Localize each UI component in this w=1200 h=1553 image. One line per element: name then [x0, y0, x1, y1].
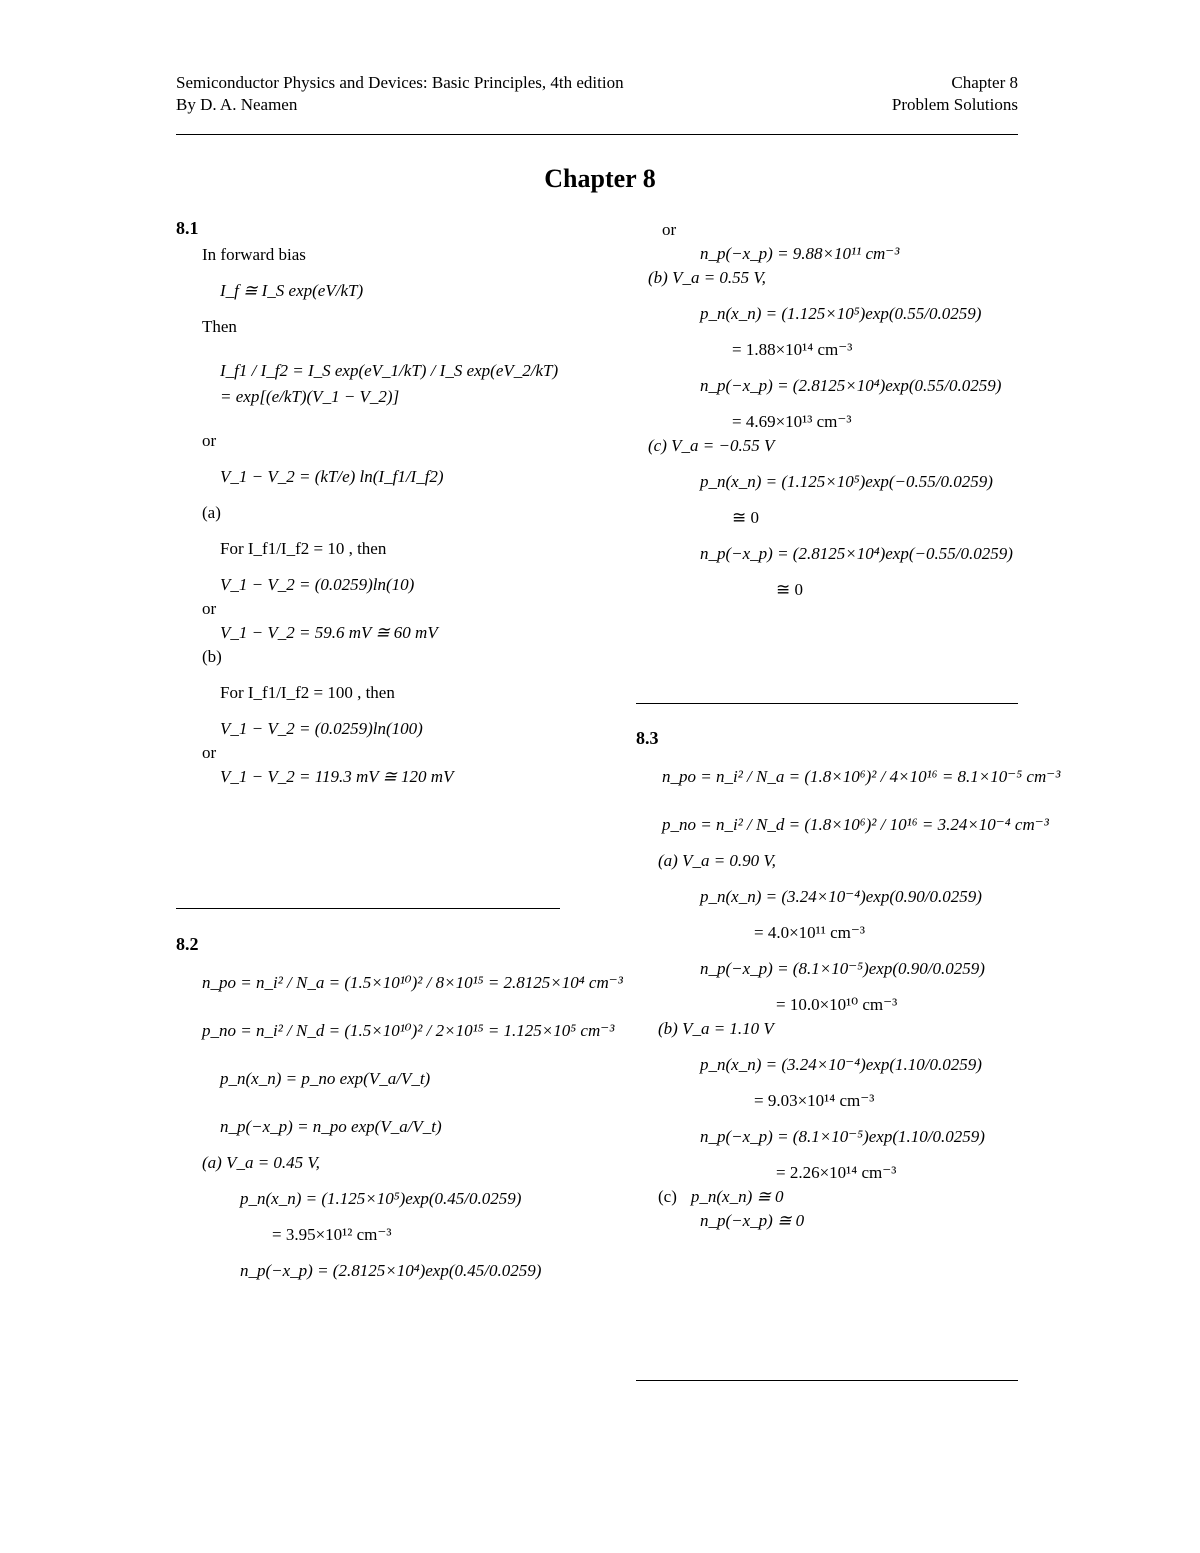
equation: I_f1 / I_f2 = I_S exp(eV_1/kT) / I_S exp(eV_2/kT) = exp[(e/kT)(V_1 − V_2)]: [220, 361, 559, 406]
text-line: For I_f1/I_f2 = 10 , then: [220, 539, 387, 558]
equation: V_1 − V_2 = 119.3 mV ≅ 120 mV: [220, 767, 454, 786]
left-column: [176, 218, 623, 1280]
section-rule: [636, 703, 1018, 704]
equation-result: = 10.0×10¹⁰ cm⁻³: [776, 995, 898, 1014]
part-label: (c) V_a = −0.55 V: [648, 436, 775, 455]
text-line: In forward bias: [202, 245, 306, 264]
equation: p_n(x_n) = (3.24×10⁻⁴)exp(0.90/0.0259): [700, 887, 982, 906]
equation: V_1 − V_2 = (kT/e) ln(I_f1/I_f2): [220, 467, 444, 486]
section-rule: [636, 1380, 1018, 1381]
equation-result: ≅ 0: [732, 508, 759, 527]
text-line: For I_f1/I_f2 = 100 , then: [220, 683, 395, 702]
equation: I_f ≅ I_S exp(eV/kT): [220, 281, 364, 300]
equation: p_n(x_n) = (1.125×10⁵)exp(0.45/0.0259): [240, 1189, 522, 1208]
part-label: (b) V_a = 1.10 V: [658, 1019, 774, 1038]
equation-result: n_p(−x_p) = 9.88×10¹¹ cm⁻³: [700, 244, 900, 263]
part-label: (a) V_a = 0.90 V,: [658, 851, 776, 870]
equation: p_n(x_n) = (1.125×10⁵)exp(−0.55/0.0259): [700, 472, 993, 491]
section-rule: [176, 908, 560, 909]
text-line: Then: [202, 317, 237, 336]
part-label: (a): [202, 503, 221, 522]
equation-result: = 4.0×10¹¹ cm⁻³: [754, 923, 865, 942]
equation: n_p(−x_p) = (8.1×10⁻⁵)exp(1.10/0.0259): [700, 1127, 985, 1146]
problem-8-1: [176, 218, 560, 789]
equation-result: = 4.69×10¹³ cm⁻³: [732, 412, 852, 431]
equation: p_no = n_i² / N_d = (1.5×10¹⁰)² / 2×10¹⁵ = 1.125×10⁵ cm⁻³: [202, 1021, 615, 1040]
text-line: or: [662, 220, 677, 239]
header-rule: [176, 134, 1018, 135]
equation: p_no = n_i² / N_d = (1.8×10⁶)² / 10¹⁶ = 3.24×10⁻⁴ cm⁻³: [662, 815, 1049, 834]
equation: n_po = n_i² / N_a = (1.5×10¹⁰)² / 8×10¹⁵ = 2.8125×10⁴ cm⁻³: [202, 973, 623, 992]
author: By D. A. Neamen: [176, 95, 298, 114]
book-title: Semiconductor Physics and Devices: Basic Principles, 4th edition: [176, 73, 624, 92]
equation: n_p(−x_p) = (2.8125×10⁴)exp(0.55/0.0259): [700, 376, 1002, 395]
equation: n_p(−x_p) = (8.1×10⁻⁵)exp(0.90/0.0259): [700, 959, 985, 978]
equation: V_1 − V_2 = (0.0259)ln(100): [220, 719, 423, 738]
equation: V_1 − V_2 = 59.6 mV ≅ 60 mV: [220, 623, 438, 642]
problem-number: 8.1: [176, 218, 199, 238]
equation-result: = 1.88×10¹⁴ cm⁻³: [732, 340, 853, 359]
equation-result: ≅ 0: [776, 580, 803, 599]
header-right: [892, 72, 1018, 116]
header-left: [176, 72, 624, 116]
equation: p_n(x_n) ≅ 0: [690, 1187, 784, 1206]
part-letter: (c): [658, 1187, 677, 1206]
problem-number: 8.2: [176, 934, 199, 954]
part-label: (b): [202, 647, 222, 666]
problem-8-2: [176, 934, 623, 1295]
equation-result: = 9.03×10¹⁴ cm⁻³: [754, 1091, 875, 1110]
right-column: [636, 218, 1061, 1230]
equation-result: = 3.95×10¹² cm⁻³: [272, 1225, 392, 1244]
equation: V_1 − V_2 = (0.0259)ln(10): [220, 575, 415, 594]
equation: p_n(x_n) = p_no exp(V_a/V_t): [220, 1069, 431, 1088]
equation: n_p(−x_p) = n_po exp(V_a/V_t): [220, 1117, 442, 1136]
equation: n_p(−x_p) = (2.8125×10⁴)exp(0.45/0.0259): [240, 1261, 542, 1280]
equation: n_po = n_i² / N_a = (1.8×10⁶)² / 4×10¹⁶ = 8.1×10⁻⁵ cm⁻³: [662, 767, 1061, 786]
part-label: (b) V_a = 0.55 V,: [648, 268, 766, 287]
equation: n_p(−x_p) = (2.8125×10⁴)exp(−0.55/0.0259): [700, 544, 1013, 563]
problem-number: 8.3: [636, 728, 659, 748]
problem-8-3: [636, 728, 1061, 1233]
text-line: or: [202, 599, 217, 618]
text-line: or: [202, 743, 217, 762]
equation: p_n(x_n) = (1.125×10⁵)exp(0.55/0.0259): [700, 304, 982, 323]
chapter-label: Chapter 8: [951, 73, 1018, 92]
section-label: Problem Solutions: [891, 95, 1018, 114]
part-label: [636, 1185, 1020, 1209]
equation-result: = 2.26×10¹⁴ cm⁻³: [776, 1163, 897, 1182]
page-title: Chapter 8: [544, 164, 656, 193]
equation: n_p(−x_p) ≅ 0: [700, 1211, 805, 1230]
part-label: (a) V_a = 0.45 V,: [202, 1153, 320, 1172]
equation: p_n(x_n) = (3.24×10⁻⁴)exp(1.10/0.0259): [700, 1055, 982, 1074]
text-line: or: [202, 431, 217, 450]
